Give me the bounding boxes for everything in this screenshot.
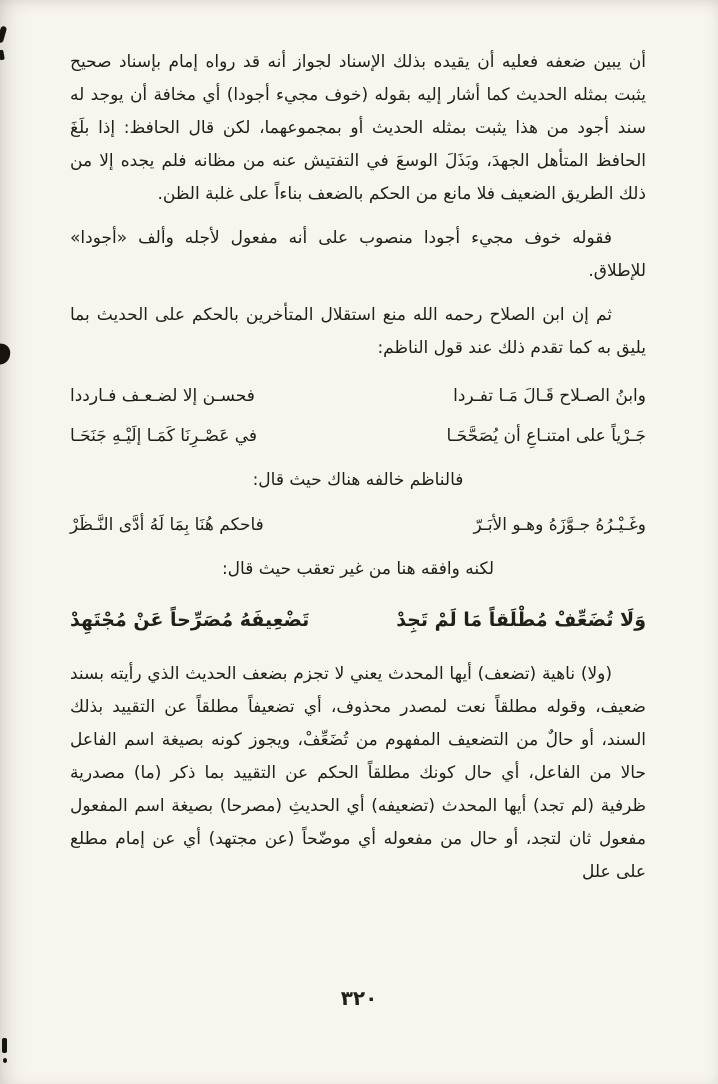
commentary-paragraph-1: أن يبين ضعفه فعليه أن يقيده بذلك الإسناد لجواز أنه قد رواه إمام بإسناد صحيح يثبت بمثله الحديث كما أشار إليه بقوله (خوف مجيء أجودا) أي مخافة أن يوجد له سند أجود من هذا يثبت بمثله الحديث أو بمجموعهما، لكن قال الحافظ: إذا بلَغَ الحافظ المتأهل الجهدَ، وبَذَلَ الوسعَ في التفتيش عنه من مظانه فلم يجده إلا من ذلك الطريق الضعيف فلا مانع من الحكم بالضعف بناءاً على غلبة الظن. bbox=[70, 52, 646, 204]
commentary-paragraph-2: فقوله خوف مجيء أجودا منصوب على أنه مفعول لأجله وألف «أجودا» للإطلاق. bbox=[70, 228, 646, 281]
hemistich-second: تَضْعِيفَهُ مُصَرِّحاً عَنْ مُجْتَهِدْ bbox=[70, 609, 310, 631]
transition-line-1: فالناظم خالفه هناك حيث قال: bbox=[252, 470, 464, 490]
matn-verse bbox=[70, 596, 646, 644]
poem-line bbox=[70, 416, 646, 456]
ink-mark bbox=[0, 50, 5, 61]
ink-mark bbox=[2, 1038, 7, 1053]
hemistich-second: فحسـن إلا لضـعـف فـارددا bbox=[70, 386, 255, 406]
hemistich-first: وَلَا تُضَعِّفْ مُطْلَقاً مَا لَمْ تَجِدْ bbox=[396, 609, 646, 631]
ink-mark bbox=[0, 26, 7, 44]
ink-mark bbox=[3, 1058, 7, 1063]
hemistich-second: فاحكم هُنَا بِمَا لَهُ أدَّى النَّـظَرْ bbox=[70, 515, 264, 535]
page-number: ٣٢٠ bbox=[340, 986, 378, 1010]
ink-mark bbox=[0, 343, 11, 365]
hemistich-first: جَـرْياً على امتنـاعِ أن يُصَحَّحَـا bbox=[446, 426, 646, 446]
poem-line bbox=[70, 505, 646, 545]
poem-line bbox=[70, 596, 646, 644]
hemistich-first: وابنُ الصـلاح قَـالَ مَـا تفـردا bbox=[453, 386, 646, 406]
poem-line bbox=[70, 376, 646, 416]
commentary-paragraph-3: ثم إن ابن الصلاح رحمه الله منع استقلال المتأخرين بالحكم على الحديث بما يليق به كما تقدم ذلك عند قول الناظم: bbox=[70, 305, 646, 358]
transition-line-2: لكنه وافقه هنا من غير تعقب حيث قال: bbox=[221, 559, 495, 579]
hemistich-first: وغَـيْـرُهُ جـوَّزَهُ وهـو الأبَـرّ bbox=[473, 515, 646, 535]
hemistich-second: في عَصْـرِنَا كَمَـا إلَيْـهِ جَنَحَـا bbox=[70, 426, 258, 446]
poem-couplet-1 bbox=[70, 376, 646, 456]
page-body bbox=[70, 46, 646, 889]
poem-couplet-2 bbox=[70, 505, 646, 545]
commentary-paragraph-4: (ولا) ناهية (تضعف) أيها المحدث يعني لا تجزم بضعف الحديث الذي رأيته بسند ضعيف، وقوله مطلقاً نعت لمصدر محذوف، أي تضعيفاً مطلقاً عن التقييد بذلك السند، أو حالٌ من التضعيف المفهوم من تُضَعِّفْ، ويجوز كونه بصيغة اسم الفاعل حالا من الفاعل، أي حال كونك مطلقاً الحكم عن التقييد بما ذكر (ما) مصدرية ظرفية (لم تجد) أيها المحدث (تضعيفه) أي الحديثِ (مصرحا) بصيغة اسم المفعول مفعول ثان لتجد، أو حال من مفعوله أي موضّحاً (عن مجتهد) أي عن إمام مطلع على علل bbox=[70, 664, 646, 882]
